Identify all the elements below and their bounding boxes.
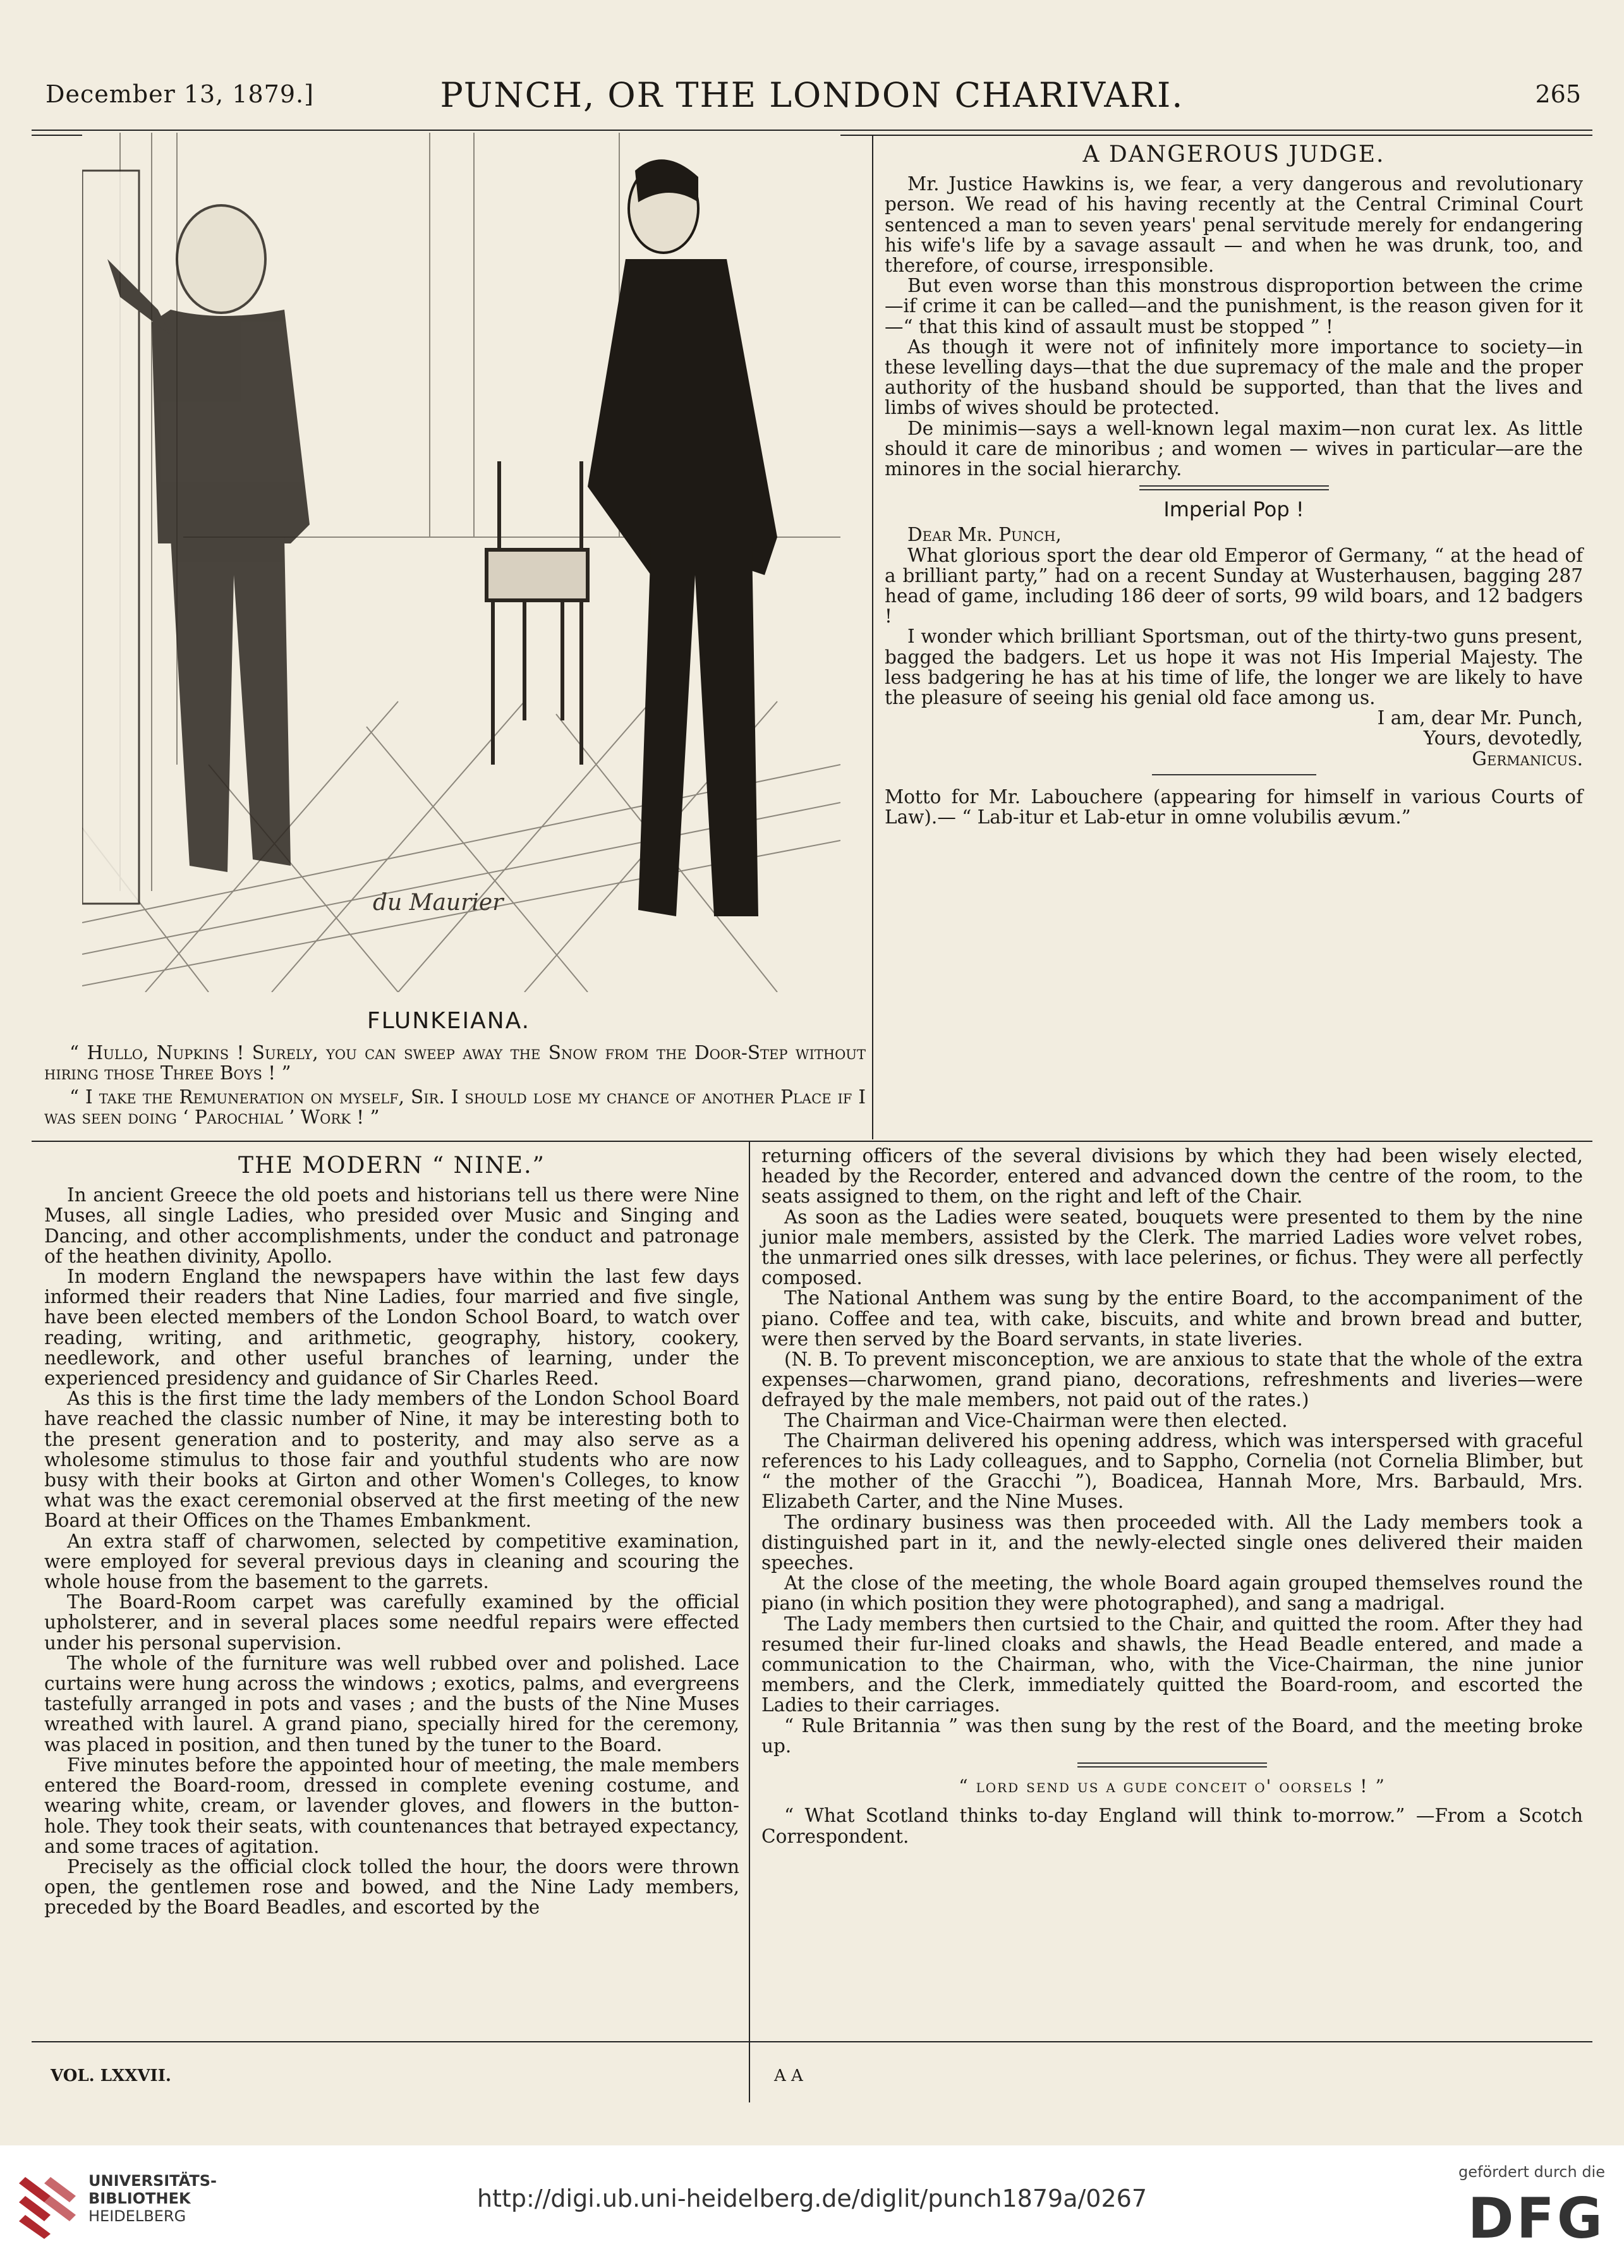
pop-signoff: I am, dear Mr. Punch, [1377, 707, 1583, 729]
digitization-bar [0, 2145, 1624, 2268]
judge-paragraph: But even worse than this monstrous disproportion between the crime—if crime it can be called—and the punishment, is the reason given for it—“ that this kind of assault must be stopped ” ! [885, 275, 1583, 337]
pop-salutation: Dear Mr. Punch, [907, 524, 1062, 546]
nine-paragraph: As this is the first time the lady members of the London School Board have reached the classic number of Nine, it may be interesting both to the present generation and to posterity, and may also serve as a wholesome stimulus to those fair and youthful students who are now busy with their books at Girton and other Women's Colleges, to know what was the exact ceremonial observed at the first meeting of the new Board at their Offices on the Thames Embankment. [44, 1388, 739, 1532]
pop-signoff: Yours, devotedly, [1423, 727, 1583, 749]
issue-date: December 13, 1879.] [45, 80, 314, 108]
artist-signature: du Maurier [373, 890, 504, 916]
nine-paragraph: returning officers of the several divisions by which they had been wisely elected, headed by the Recorder, entered and advanced down the centre of the room, to the seats assigned to them, on the right and left of the Chair. [761, 1145, 1583, 1208]
nine-paragraph: At the close of the meeting, the whole Board again grouped themselves round the piano (in which position they were photographed), and sang a madrigal. [761, 1572, 1583, 1615]
flunkeiana-illustration [82, 133, 840, 992]
nine-paragraph: As soon as the Ladies were seated, bouquets were presented to them by the nine junior male members, assisted by the Clerk. The married Ladies wore velvet robes, the unmarried ones silk dresses, with lace pelerines, or fichus. They were all perfectly composed. [761, 1206, 1583, 1289]
volume-number: VOL. LXXVII. [51, 2066, 171, 2085]
cartoon-title: FLUNKEIANA. [367, 1008, 531, 1034]
nine-paragraph: In ancient Greece the old poets and historians tell us there were Nine Muses, all single Ladies, who presided over Music and Singing and Dancing, and other accomplishments, under the conduct and patronage of the heathen divinity, Apollo. [44, 1184, 739, 1267]
column-divider-bottom [749, 1141, 750, 2102]
nine-paragraph: Precisely as the official clock tolled the hour, the doors were thrown open, the gentlemen rose and bowed, and the Nine Lady members, preceded by the Board Beadles, and escorted by the [44, 1855, 739, 1919]
judge-paragraph: As though it were not of infinitely more importance to society—in these levelling days—that the due supremacy of the male and the proper authority of the husband should be supported, than that the lives and limbs of wives should be protected. [885, 336, 1583, 419]
caption-line-2: “ I take the Remuneration on myself, Sir. I should lose my chance of another Place if I was seen doing ‘ Parochial ’ Work ! ” [44, 1086, 866, 1128]
ub-line-2: BIBLIOTHEK [88, 2190, 191, 2207]
gude-text: “ What Scotland thinks to-day England will think to-morrow.” —From a Scotch Correspondent. [761, 1805, 1583, 1847]
nine-paragraph: The whole of the furniture was well rubbed over and polished. Lace curtains were hung across the windows ; exotics, palms, and evergreens tastefully arranged in pots and vases ; and the busts of the Nine Muses wreathed with laurel. A grand piano, specially hired for the ceremony, was placed in position, and then tuned by the tuner to the Board. [44, 1652, 739, 1756]
funded-by-text: gefördert durch die [1458, 2163, 1605, 2181]
dfg-credit [1458, 2163, 1605, 2251]
pop-title: Imperial Pop ! [1163, 497, 1304, 522]
nine-paragraph: “ Rule Britannia ” was then sung by the rest of the Board, and the meeting broke up. [761, 1714, 1583, 1757]
judge-paragraph: Mr. Justice Hawkins is, we fear, a very dangerous and revolutionary person. We read of his having recently at the Central Criminal Court sentenced a man to seven years' penal servitude merely for endangering his wife's life by a savage assault — and when he was drunk, too, and therefore, of course, irresponsible. [885, 173, 1583, 277]
ub-line-3: HEIDELBERG [88, 2207, 186, 2225]
judge-paragraph: De minimis—says a well-known legal maxim—non curat lex. As little should it care de minoribus ; and women — wives in particular—are the minores in the social hierarchy. [885, 417, 1583, 480]
pop-paragraph: What glorious sport the dear old Emperor of Germany, “ at the head of a brilliant party,” had on a recent Sunday at Wusterhausen, bagging 287 head of game, including 186 deer of sorts, 99 wild boars, and 12 badgers ! [885, 544, 1583, 628]
nine-paragraph: The National Anthem was sung by the entire Board, to the accompaniment of the piano. Coffee and tea, with cake, biscuits, and white and brown bread and butter, were then served by the Board servants, in state liveries. [761, 1287, 1583, 1350]
separator [1077, 1762, 1267, 1768]
judge-title: A DANGEROUS JUDGE. [1082, 142, 1385, 167]
nine-paragraph: The Lady members then curtsied to the Chair, and quitted the room. After they had resumed their fur-lined cloaks and shawls, the Head Beadle entered, and made a communication to the Chairman, who, with the Vice-Chairman, the nine junior members, and the Clerk, immediately quitted the Board-room, and escorted the Ladies to their carriages. [761, 1613, 1583, 1716]
right-column-top [885, 142, 1583, 827]
nine-paragraph: The Chairman delivered his opening address, which was interspersed with graceful references to his Lady colleagues, and to Sappho, Cornelia (not Cornelia Blimber, but “ the mother of the Gracchi ”), Boadicea, Hannah More, Mrs. Barbauld, Mrs. Elizabeth Carter, and the Nine Muses. [761, 1429, 1583, 1513]
dfg-logo: DFG [1467, 2186, 1605, 2251]
nine-paragraph: In modern England the newspapers have within the last few days informed their readers that Nine Ladies, four married and five single, have been elected members of the London School Board, to watch over reading, writing, and arithmetic, geography, history, cookery, needlework, and other useful branches of learning, under the experienced presidency and guidance of Sir Charles Reed. [44, 1266, 739, 1390]
gude-title: “ lord send us a gude conceit o' oorsels ! ” [959, 1776, 1386, 1797]
separator [1152, 774, 1316, 775]
nine-paragraph: The Chairman and Vice-Chairman were then elected. [784, 1409, 1288, 1431]
permalink[interactable]: http://digi.ub.uni-heidelberg.de/diglit/punch1879a/0267 [477, 2185, 1147, 2212]
nine-column-right [761, 1146, 1583, 1847]
masthead-title: PUNCH, OR THE LONDON CHARIVARI. [440, 75, 1184, 115]
page-header [32, 60, 1592, 131]
pop-signature: Germanicus. [1472, 748, 1583, 770]
section-rule [32, 1141, 1592, 1142]
bottom-rule [32, 2041, 1592, 2042]
page-number: 265 [1535, 80, 1581, 108]
nine-paragraph: An extra staff of charwomen, selected by competitive examination, were employed for several previous days in cleaning and scouring the whole house from the basement to the garrets. [44, 1530, 739, 1593]
nine-paragraph: (N. B. To prevent misconception, we are anxious to state that the whole of the extra expenses—charwomen, grand piano, decorations, refreshments and liveries—were defrayed by the male members, not paid out of the rates.) [761, 1349, 1583, 1411]
separator [1139, 485, 1329, 490]
newspaper-page [32, 60, 1592, 2085]
caption-line-1: “ Hullo, Nupkins ! Surely, you can sweep away the Snow from the Door-Step without hiring those Three Boys ! ” [44, 1042, 866, 1084]
ub-line-1: UNIVERSITÄTS- [88, 2172, 217, 2190]
column-divider-top [872, 135, 873, 1139]
nine-paragraph: The ordinary business was then proceeded with. All the Lady members took a distinguished part in it, and the newly-elected single ones delivered their maiden speeches. [761, 1511, 1583, 1574]
nine-paragraph: Five minutes before the appointed hour of meeting, the male members entered the Board-room, dressed in complete evening costume, and wearing white, cream, or lavender gloves, and flowers in the button-hole. They took their seats, with countenances that betrayed expectancy, and some traces of agitation. [44, 1754, 739, 1857]
nine-paragraph: The Board-Room carpet was carefully examined by the official upholsterer, and in several places some needful repairs were effected under his personal supervision. [44, 1591, 739, 1654]
pop-paragraph: I wonder which brilliant Sportsman, out of the thirty-two guns present, bagged the badgers. Let us hope it was not His Imperial Majesty. The less badgering he has at his time of life, the longer we are likely to have the pleasure of seeing his genial old face among us. [885, 626, 1583, 709]
nine-column-left [44, 1153, 739, 1918]
motto-text: Motto for Mr. Labouchere (appearing for himself in various Courts of Law).— “ Lab-itur et Lab-etur in omne volubilis ævum.” [885, 785, 1583, 828]
cartoon-caption [44, 1043, 866, 1131]
nine-title: THE MODERN “ NINE.” [238, 1153, 545, 1179]
signature-mark: A A [774, 2066, 803, 2085]
